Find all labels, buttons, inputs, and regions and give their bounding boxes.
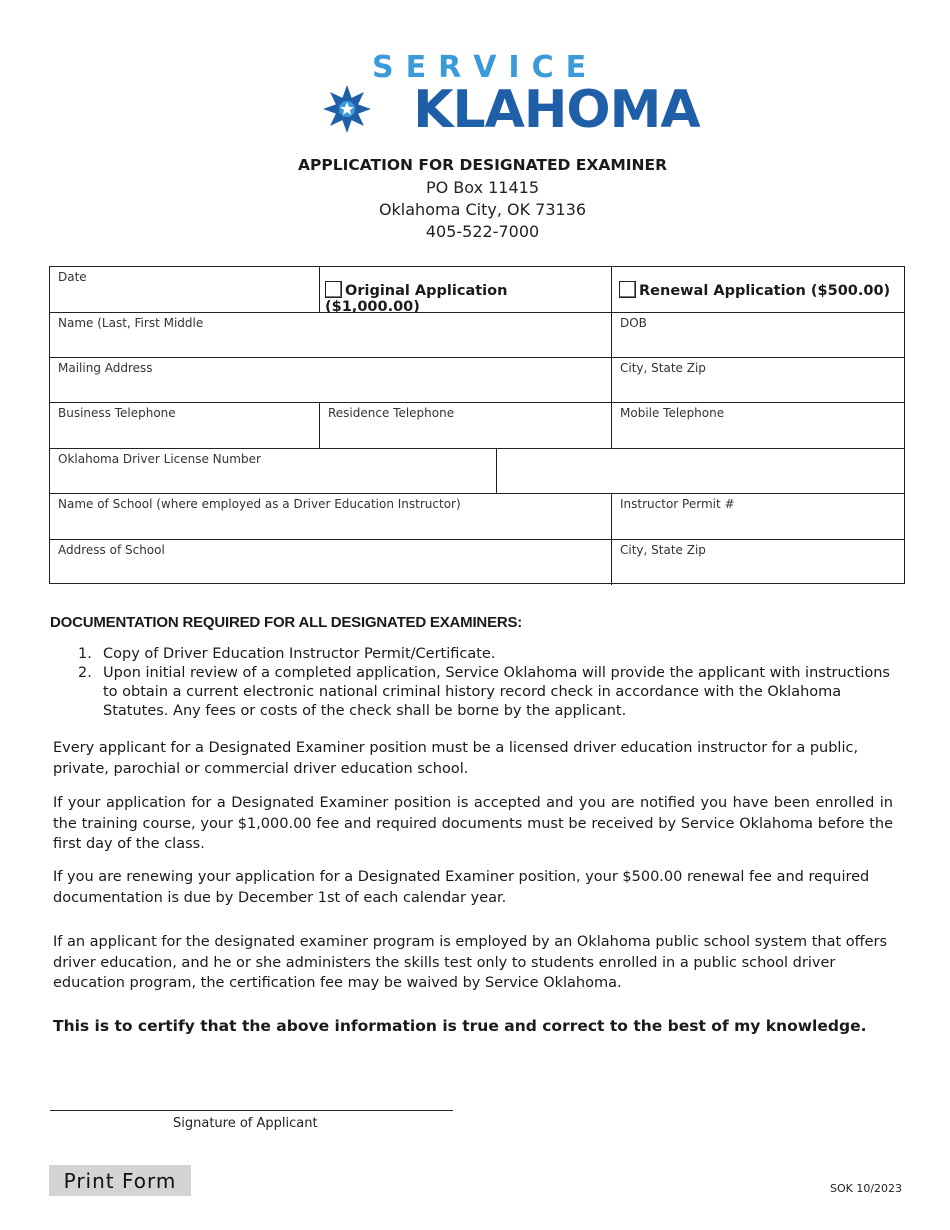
residence-telephone-field[interactable] xyxy=(320,403,611,448)
page-title: APPLICATION FOR DESIGNATED EXAMINER xyxy=(297,156,668,174)
school-address-field[interactable] xyxy=(50,540,611,584)
driver-license-value-field[interactable] xyxy=(497,449,904,493)
driver-license-field[interactable] xyxy=(50,449,496,493)
logo-klahoma-text: KLAHOMA xyxy=(413,80,700,140)
logo-service-text: SERVICE xyxy=(372,50,599,85)
dob-field[interactable] xyxy=(612,313,904,357)
mobile-telephone-label: Mobile Telephone xyxy=(620,406,725,420)
mailing-address-label: Mailing Address xyxy=(58,361,153,375)
oklahoma-star-icon xyxy=(322,84,372,134)
documentation-heading: DOCUMENTATION REQUIRED FOR ALL DESIGNATED EXAMINERS: xyxy=(50,614,523,631)
original-application-checkbox[interactable] xyxy=(325,281,342,298)
mobile-telephone-field[interactable] xyxy=(612,403,904,448)
original-application-label: Original Application ($1,000.00) xyxy=(325,283,508,315)
name-field[interactable] xyxy=(50,313,611,357)
documentation-list xyxy=(78,645,898,721)
business-telephone-field[interactable] xyxy=(50,403,319,448)
application-form xyxy=(49,266,905,584)
school-city-state-zip-field[interactable] xyxy=(612,540,904,584)
name-label: Name (Last, First Middle xyxy=(58,316,204,330)
residence-telephone-label: Residence Telephone xyxy=(328,406,455,420)
phone-number: 405-522-7000 xyxy=(425,222,540,241)
signature-line[interactable] xyxy=(50,1110,453,1111)
renewal-application-checkbox[interactable] xyxy=(619,281,636,298)
list-item-number: 2. xyxy=(78,665,92,681)
list-item-number: 1. xyxy=(78,646,92,662)
school-address-label: Address of School xyxy=(58,543,165,557)
logo-oklahoma-text xyxy=(370,82,700,138)
certification-statement: This is to certify that the above information is true and correct to the best of my knowledge. xyxy=(53,1017,867,1035)
mailing-address-field[interactable] xyxy=(50,358,611,402)
address-line-2: Oklahoma City, OK 73136 xyxy=(378,200,587,219)
date-field[interactable] xyxy=(50,267,319,312)
paragraph-enrollment: If your application for a Designated Examiner position is accepted and you are notified you have been enrolled in the training course, your $1,000.00 fee and required documents must be received by Service Oklahoma before the first day of the class. xyxy=(53,795,893,852)
original-application-option[interactable] xyxy=(320,278,611,315)
school-city-state-zip-label: City, State Zip xyxy=(620,543,706,557)
renewal-application-option[interactable] xyxy=(612,278,904,312)
city-state-zip-field[interactable] xyxy=(612,358,904,402)
list-item xyxy=(78,664,898,721)
print-form-button[interactable]: Print Form xyxy=(49,1165,191,1196)
list-item xyxy=(78,645,898,664)
city-state-zip-label: City, State Zip xyxy=(620,361,706,375)
instructor-permit-label: Instructor Permit # xyxy=(620,497,735,511)
service-oklahoma-logo xyxy=(0,48,950,143)
dob-label: DOB xyxy=(620,316,647,330)
signature-label: Signature of Applicant xyxy=(173,1116,318,1131)
school-name-field[interactable] xyxy=(50,494,611,539)
renewal-application-label: Renewal Application ($500.00) xyxy=(639,283,891,299)
driver-license-label: Oklahoma Driver License Number xyxy=(58,452,261,466)
address-line-1: PO Box 11415 xyxy=(425,178,540,197)
business-telephone-label: Business Telephone xyxy=(58,406,176,420)
date-label: Date xyxy=(58,270,87,284)
paragraph-fee-waiver: If an applicant for the designated examiner program is employed by an Oklahoma public school system that offers driver education, and he or she administers the skills test only to students enrolled in a public school driver education program, the certification fee may be waived by Service Oklahoma. xyxy=(53,934,888,991)
form-code: SOK 10/2023 xyxy=(830,1182,903,1195)
list-item-text: Upon initial review of a completed application, Service Oklahoma will provide the applicant with instructions to obtain a current electronic national criminal history record check in accordance with the Oklahoma Statutes. Any fees or costs of the check shall be borne by the applicant. xyxy=(103,665,890,719)
paragraph-renewal: If you are renewing your application for a Designated Examiner position, your $500.00 renewal fee and required documentation is due by December 1st of each calendar year. xyxy=(53,869,870,906)
list-item-text: Copy of Driver Education Instructor Permit/Certificate. xyxy=(103,646,496,662)
instructor-permit-field[interactable] xyxy=(612,494,904,539)
paragraph-eligibility: Every applicant for a Designated Examiner position must be a licensed driver education instructor for a public, private, parochial or commercial driver education school. xyxy=(53,740,859,777)
school-name-label: Name of School (where employed as a Driver Education Instructor) xyxy=(58,497,461,511)
